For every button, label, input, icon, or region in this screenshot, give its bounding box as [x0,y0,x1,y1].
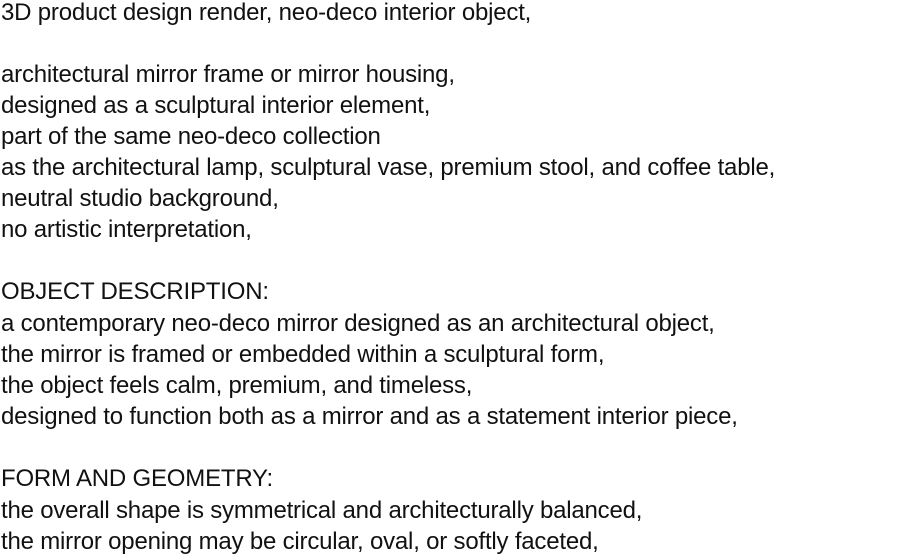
text-line: the mirror opening may be circular, oval, or softly faceted, [1,528,599,555]
text-line: a contemporary neo-deco mirror designed as an architectural object, [1,310,715,337]
text-line: the mirror is framed or embedded within a sculptural form, [1,341,605,368]
text-line: the overall shape is symmetrical and architecturally balanced, [1,497,643,524]
text-line: as the architectural lamp, sculptural vase, premium stool, and coffee table, [1,154,776,181]
text-line: 3D product design render, neo-deco interior object, [1,0,532,26]
text-line: no artistic interpretation, [1,216,252,243]
text-line: part of the same neo-deco collection [1,123,381,150]
text-line: architectural mirror frame or mirror housing, [1,61,455,88]
text-line: the object feels calm, premium, and timeless, [1,372,473,399]
text-line: designed to function both as a mirror and as a statement interior piece, [1,403,738,430]
text-line: designed as a sculptural interior element, [1,92,431,119]
section-heading: OBJECT DESCRIPTION: [1,278,269,305]
section-heading: FORM AND GEOMETRY: [1,465,273,492]
text-line: neutral studio background, [1,185,279,212]
